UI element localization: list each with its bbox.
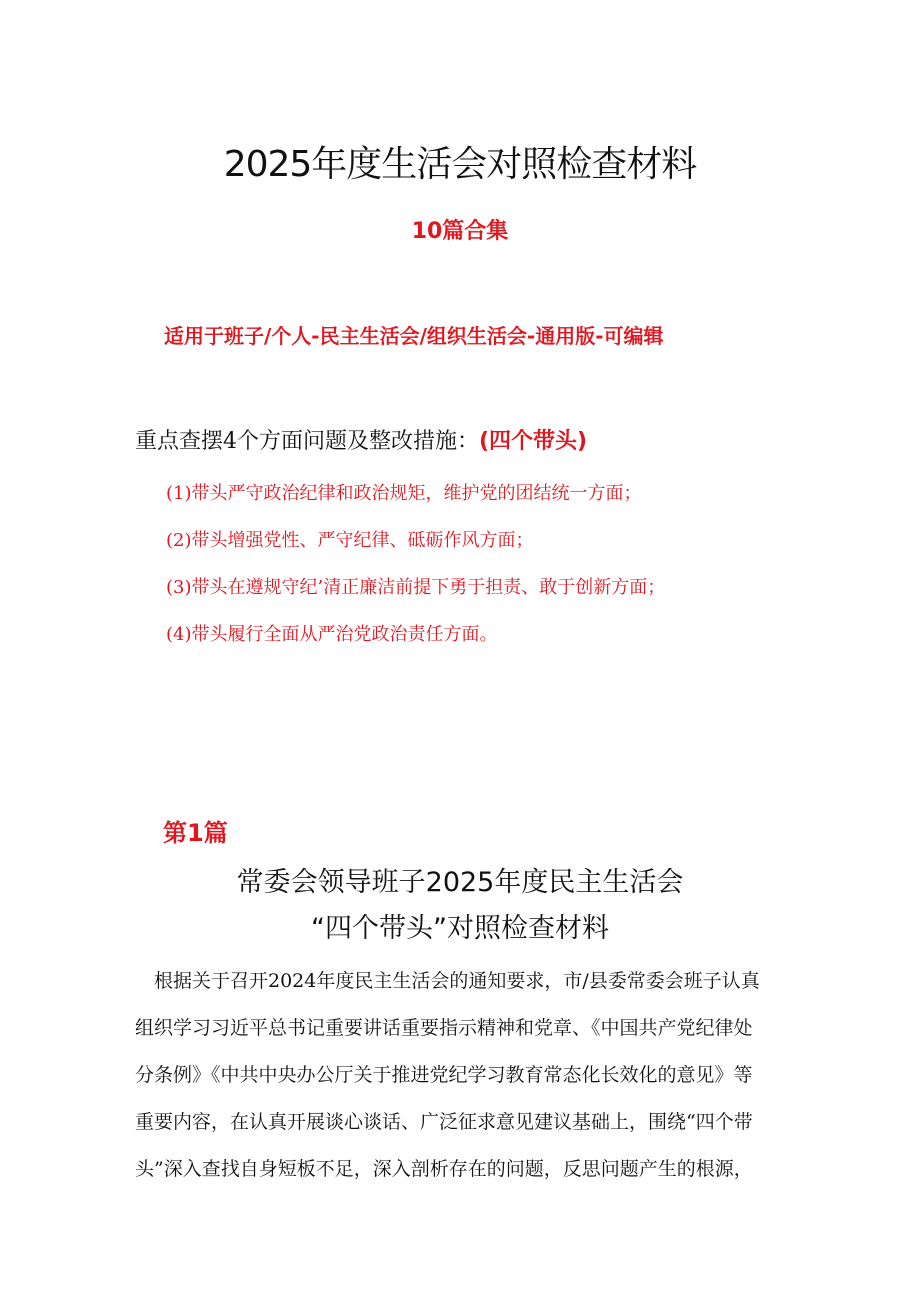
focus-point-4: (4)带头履行全面从严治党政治责任方面。: [166, 624, 498, 645]
article-body: [135, 958, 790, 1193]
body-line-4: 重要内容，在认真开展谈心谈话、广泛征求意见建议基础上，围绕“四个带: [135, 1111, 753, 1133]
focus-point-2: (2)带头增强党性、严守纪律、砥砺作风方面；: [166, 530, 534, 551]
body-line-5: 头”深入查找自身短板不足，深入剖析存在的问题，反思问题产生的根源，: [135, 1158, 753, 1180]
article-title-line-1: 常委会领导班子2025年度民主生活会: [236, 867, 684, 898]
document-title: 2025年度生活会对照检查材料: [223, 144, 697, 185]
focus-heading-text: 重点查摆4个方面问题及整改措施：: [135, 429, 479, 454]
focus-point-3: (3)带头在遵规守纪’清正廉洁前提下勇于担责、敢于创新方面；: [166, 577, 666, 598]
document-subtitle: 10篇合集: [411, 219, 509, 244]
article-title-line-2: “四个带头”对照检查材料: [311, 913, 609, 944]
focus-heading-highlight: (四个带头): [479, 429, 588, 454]
focus-heading: [135, 424, 587, 455]
body-line-3: 分条例》《中共中央办公厅关于推进党纪学习教育常态化长效化的意见》等: [135, 1064, 753, 1086]
body-line-1: 根据关于召开2024年度民主生活会的通知要求，市/县委常委会班子认真: [154, 970, 760, 992]
focus-point-1: (1)带头严守政治纪律和政治规矩，维护党的团结统一方面；: [166, 483, 642, 504]
scope-line: 适用于班子/个人-民主生活会/组织生活会-通用版-可编辑: [164, 324, 664, 348]
body-line-2: 组织学习习近平总书记重要讲话重要指示精神和党章、《中国共产党纪律处: [135, 1017, 753, 1039]
part-label: 第1篇: [163, 819, 228, 847]
